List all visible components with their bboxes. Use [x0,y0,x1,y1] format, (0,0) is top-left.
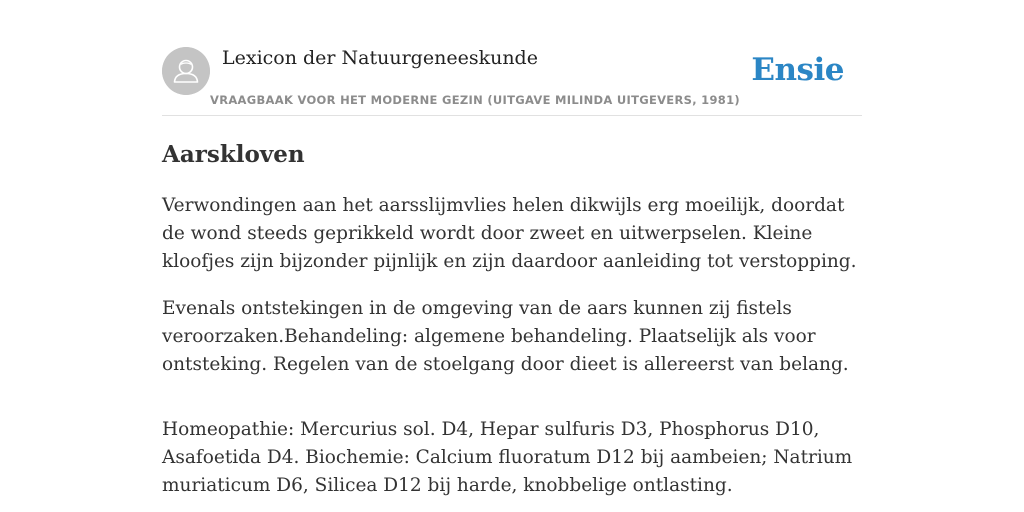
book-title[interactable]: Lexicon der Natuurgeneeskunde [222,47,538,69]
entry-title: Aarskloven [162,141,305,168]
avatar[interactable] [162,47,210,95]
entry-body [162,192,862,512]
book-subtitle: VRAAGBAAK VOOR HET MODERNE GEZIN (UITGAVE MILINDA UITGEVERS, 1981) [210,93,740,107]
header [162,46,862,116]
entry-paragraph: Verwondingen aan het aarsslijmvlies helen dikwijls erg moeilijk, doordat de wond steeds geprikkeld wordt door zweet en uitwerpselen. Kleine kloofjes zijn bijzonder pijnlijk en zijn daardoor aanleiding tot verstopping. [162,195,857,272]
entry-paragraph: Evenals ontstekingen in de omgeving van de aars kunnen zij fistels veroorzaken.Behandeling: algemene behandeling. Plaatselijk als voor ontsteking. Regelen van de stoelgang door dieet is allereerst van belang. [162,298,849,375]
user-silhouette-icon [162,47,210,95]
brand-logo[interactable]: Ensie [751,52,844,88]
entry-paragraph: Homeopathie: Mercurius sol. D4, Hepar sulfuris D3, Phosphorus D10, Asafoetida D4. Biochemie: Calcium fluoratum D12 bij aambeien; Natrium muriaticum D6, Silicea D12 bij harde, knobbelige ontlasting. [162,419,853,496]
